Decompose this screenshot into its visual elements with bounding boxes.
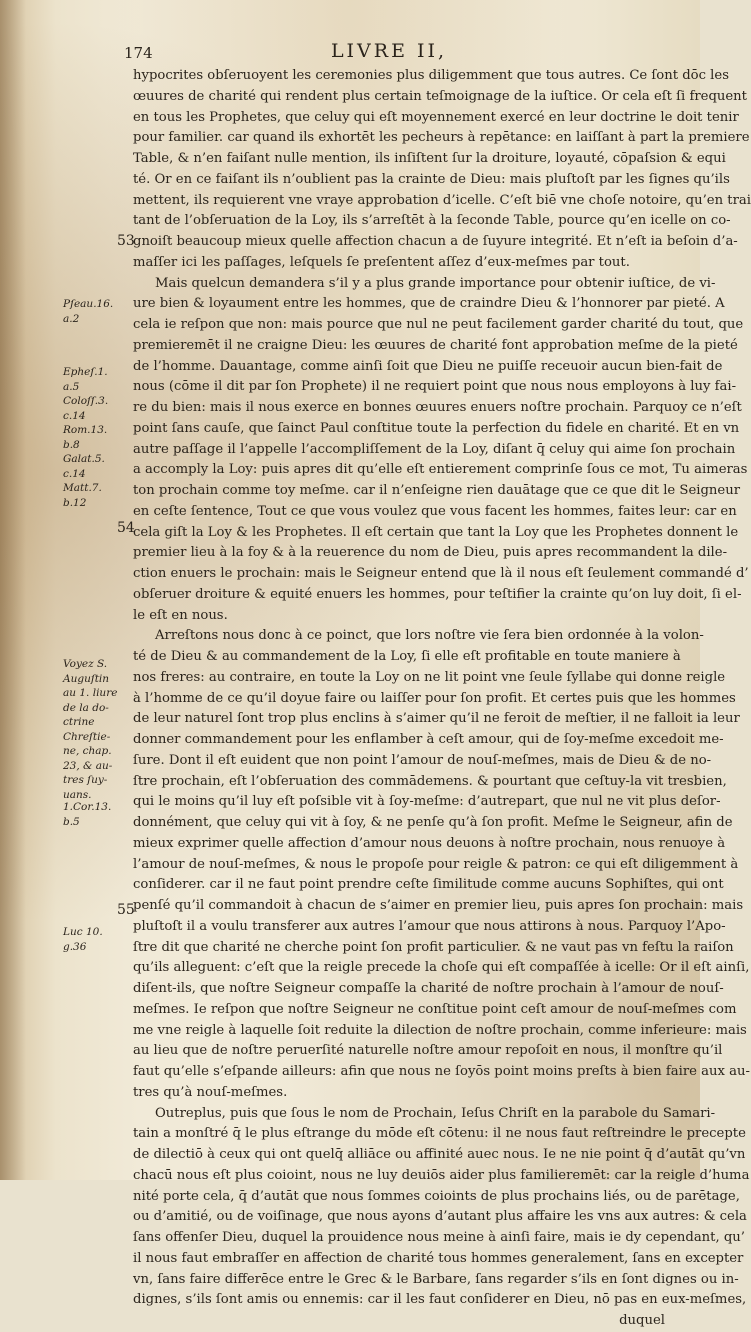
text-line: œuures de charité qui rendent plus certain teſmoignage de la iuſtice. Or cela eſt ſi frequent — [133, 88, 747, 104]
text-line: le eſt en nous. — [133, 607, 228, 623]
text-line: Mais quelcun demandera s’il y a plus grande importance pour obtenir iuſtice, de vi- — [155, 275, 716, 291]
text-line: autre paſſage il l’appelle l’accompliſſement de la Loy, diſant q̄ celuy qui aime ſon prochain — [133, 441, 736, 457]
text-line: au lieu que de noſtre peruerſité naturelle noſtre amour repoſoit en nous, il monſtre qu’il — [133, 1043, 723, 1059]
text-line: premieremēt il ne craigne Dieu: les œuures de charité font approbation meſme de la pieté — [133, 337, 738, 353]
text-line: donnément, que celuy qui vit à ſoy, & ne penſe qu’à ſon profit. Meſme le Seigneur, afin de — [133, 815, 733, 830]
margin-note — [63, 365, 108, 510]
text-line: ton prochain comme toy meſme. car il n’enſeigne rien dauātage que ce que dit le Seigneur — [133, 483, 741, 498]
margin-note-line: a.2 — [63, 312, 80, 325]
margin-note-line: a.5 — [63, 380, 80, 393]
text-line: hypocrites obſeruoyent les ceremonies plus diligemment que tous autres. Ce ſont dōc les — [133, 68, 729, 83]
margin-note-line: c.14 — [63, 409, 86, 422]
text-line: ſure. Dont il eſt euident que non point l’amour de nouſ-meſmes, mais de Dieu & de no- — [133, 752, 712, 768]
text-line: cela ie reſpon que non: mais pource que nul ne peut facilement garder charité du tout, que — [133, 317, 744, 332]
text-line: en ceſte ſentence, Tout ce que vous voulez que vous facent les hommes, faites leur: car en — [133, 503, 737, 519]
margin-note-line: b.8 — [63, 438, 80, 451]
margin-note-line: b.12 — [63, 496, 87, 509]
text-line: conſiderer. car il ne faut point prendre ceſte ſimilitude comme aucuns Sophiſtes, qui ont — [133, 877, 724, 893]
text-line: mettent, ils requierent vne vraye approbation d’icelle. C’eſt biē vne choſe notoire, qu’en trai — [133, 192, 751, 208]
margin-note-line: ctrine — [63, 716, 95, 728]
text-line: ſtre dit que charité ne cherche point ſon profit particulier. & ne vaut pas vn feſtu la raiſon — [133, 939, 734, 955]
text-line: premier lieu à la foy & à la reuerence du nom de Dieu, puis apres recommandent la dile- — [133, 545, 728, 561]
text-line: de leur naturel ſont trop plus enclins à s’aimer qu’il ne feroit de meſtier, il ne falloit ia leur — [133, 711, 740, 727]
text-line: ſans offenſer Dieu, duquel la prouidence nous meine à ainſi faire, mais ie dy cependant, qu’ — [133, 1230, 745, 1245]
text-line: tain a monſtré q̄ le plus eſtrange du mōde eſt cōtenu: il ne nous faut reſtreindre le precepte — [133, 1126, 746, 1142]
text-line: maſſer ici les paſſages, leſquels ſe preſentent aſſez d’eux-meſmes par tout. — [133, 254, 630, 270]
text-line: tant de l’obſeruation de la Loy, ils s’arreſtēt à la ſeconde Table, pource qu’en icelle on co- — [133, 213, 731, 229]
margin-note-line: Auguſtin — [63, 672, 110, 685]
paragraph-54 — [133, 626, 750, 1103]
text-line: Outreplus, puis que ſous le nom de Prochain, Ieſus Chriſt en la parabole du Samari- — [155, 1105, 716, 1121]
section-number-55: 55 — [117, 902, 135, 918]
main-text — [133, 66, 751, 1332]
binding-shadow — [0, 0, 26, 1180]
text-line: me vne reigle à laquelle ſoit reduite la dilection de noſtre prochain, comme inferieure: mais — [133, 1022, 747, 1038]
text-line: pluſtoſt il a voulu transferer aux autres l’amour que nous attirons à nous. Parquoy l’Apo- — [133, 918, 726, 934]
text-line: té. Or en ce faiſant ils n’oublient pas la crainte de Dieu: mais pluſtoſt par les ſignes qu’ils — [133, 171, 730, 187]
running-title: LIVRE II, — [330, 40, 448, 62]
text-line: Table, & n’en faiſant nulle mention, ils inſiſtent ſur la droiture, loyauté, cōpaſsion & equi — [133, 151, 726, 166]
text-line: point ſans cauſe, que ſainct Paul conſtitue toute la perfection du fidele en charité. Et en vn — [133, 420, 740, 436]
margin-note-line: au 1. liure — [63, 687, 118, 699]
paragraph-53 — [133, 274, 749, 627]
page-number: 174 — [124, 44, 153, 62]
text-line: meſmes. Ie reſpon que noſtre Seigneur ne conſtitue point ceſt amour de nouſ-meſmes com — [133, 1001, 737, 1017]
text-line: de l’homme. Dauantage, comme ainſi ſoit que Dieu ne puiſſe receuoir aucun bien-fait de — [133, 358, 723, 374]
text-line: ction enuers le prochain: mais le Seigneur entend que là il nous eſt ſeulement commandé d’ — [133, 566, 749, 581]
text-line: l’amour de nouſ-meſmes, & nous le propoſe pour reigle & patron: ce qui eſt diligemment à — [133, 856, 739, 872]
paragraph-intro — [133, 66, 751, 274]
paragraph-55 — [133, 1104, 750, 1332]
text-line: tres qu’à nouſ-meſmes. — [133, 1084, 288, 1100]
section-number-53: 53 — [117, 233, 135, 249]
margin-note-line: uans. — [63, 788, 92, 801]
text-line: re du bien: mais il nous exerce en bonnes œuures enuers noſtre prochain. Parquoy ce n’eſt — [133, 400, 742, 415]
margin-note — [63, 297, 113, 326]
text-line: té de Dieu & au commandement de la Loy, ſi elle eſt profitable en toute maniere à — [133, 649, 681, 664]
margin-note-line: tres ſuy- — [63, 774, 108, 786]
text-line: nous (cōme il dit par ſon Prophete) il ne requiert point que nous nous employons à luy fai- — [133, 379, 737, 395]
margin-note-line: 1.Cor.13. — [63, 801, 112, 813]
margin-note-line: Matt.7. — [63, 482, 102, 494]
catchword: duquel — [619, 1313, 665, 1328]
margin-note — [63, 800, 111, 829]
margin-note-line: b.5 — [63, 815, 80, 828]
margin-note-line: Epheſ.1. — [63, 366, 108, 378]
text-line: a accomply la Loy: puis apres dit qu’elle eſt entierement comprinſe ſous ce mot, Tu aimeras — [133, 462, 748, 478]
text-line: mieux exprimer quelle affection d’amour nous deuons à noſtre prochain, nous renuoye à — [133, 835, 726, 851]
text-line: pour familier. car quand ils exhortēt les pecheurs à repētance: en laiſſant à part la premiere — [133, 130, 750, 146]
margin-note-line: g.36 — [63, 940, 87, 953]
margin-note-line: 23, & au- — [63, 759, 113, 772]
text-line: en tous les Prophetes, que celuy qui eſt moyennement exercé en leur doctrine le doit tenir — [133, 109, 739, 125]
text-line: faut qu’elle s’eſpande ailleurs: afin que nous ne ſoyōs point moins preſts à bien faire aux au- — [133, 1064, 750, 1079]
text-line: à l’homme de ce qu’il doyue faire ou laiſſer pour ſon profit. Et certes puis que les hommes — [133, 690, 736, 706]
section-number-54: 54 — [117, 520, 135, 536]
margin-note — [63, 925, 103, 954]
text-line: il nous faut embraſſer en affection de charité tous hommes generalement, ſans en excepter — [133, 1250, 744, 1266]
margin-note-line: Galat.5. — [63, 453, 105, 465]
text-line: nos freres: au contraire, en toute la Loy on ne lit point vne ſeule ſyllabe qui donne reigle — [133, 669, 726, 685]
text-line: qu’ils alleguent: c’eſt que la reigle precede la choſe qui eſt compaſſée à icelle: Or il eſt ainſi, — [133, 960, 750, 976]
text-line: dignes, s’ils ſont amis ou ennemis: car il les faut conſiderer en Dieu, nō pas en eux-meſmes, — [133, 1292, 747, 1308]
text-line: Arreſtons nous donc à ce poinct, que lors noſtre vie ſera bien ordonnée à la volon- — [155, 628, 704, 644]
text-line: chacū nous eſt plus coioint, nous ne luy deuiōs aider plus familieremēt: car la reigle d’huma — [133, 1167, 750, 1183]
text-line: ure bien & loyaument entre les hommes, que de craindre Dieu & l’honnorer par pieté. A — [133, 296, 725, 312]
margin-note-line: Coloſſ.3. — [63, 395, 109, 407]
margin-note-line: Pſeau.16. — [63, 298, 114, 310]
text-line: cela giſt la Loy & les Prophetes. Il eſt certain que tant la Loy que les Prophetes donnent le — [133, 524, 739, 540]
margin-note-line: Rom.13. — [63, 424, 108, 436]
margin-note-line: c.14 — [63, 467, 86, 480]
text-line: vn, ſans faire differēce entre le Grec & le Barbare, ſans regarder s’ils en ſont dignes ou in- — [133, 1271, 739, 1287]
page-header — [124, 40, 654, 66]
text-line: ou d’amitié, ou de voiſinage, que nous ayons d’autant plus affaire les vns aux autres: & cela — [133, 1209, 747, 1225]
text-line: qui le moins qu’il luy eſt poſsible vit à ſoy-meſme: d’autrepart, que nul ne vit plus deſor- — [133, 794, 721, 810]
text-line: de dilectiō à ceux qui ont quelq̄ alliāce ou affinité auec nous. Ie ne nie point q̄ d’autāt qu’vn — [133, 1147, 746, 1162]
margin-note-line: ne, chap. — [63, 745, 112, 757]
margin-note-line: de la do- — [63, 701, 109, 714]
text-line: diſent-ils, que noſtre Seigneur compaſſe la charité de noſtre prochain à l’amour de nouſ- — [133, 981, 724, 996]
text-line: donner commandement pour les enflamber à ceſt amour, qui de ſoy-meſme excedoit me- — [133, 732, 724, 747]
margin-note-line: Luc 10. — [63, 926, 103, 938]
margin-note — [63, 657, 117, 802]
margin-note-line: Chreſtie- — [63, 730, 111, 743]
text-line: penſé qu’il commandoit à chacun de s’aimer en premier lieu, puis apres ſon prochain: mais — [133, 898, 744, 913]
text-line: nité porte cela, q̄ d’autāt que nous ſommes coioints de plus prochains liés, ou de parētage, — [133, 1188, 740, 1204]
margin-note-line: Voyez S. — [63, 658, 108, 670]
text-line: gnoiſt beaucoup mieux quelle affection chacun a de ſuyure integrité. Et n’eſt ia beſoin d’a- — [133, 234, 738, 249]
text-line: obſeruer droiture & equité enuers les hommes, pour teſtifier la crainte qu’on luy doit, ſi el- — [133, 586, 742, 602]
text-line: ſtre prochain, eſt l’obſeruation des commādemens. & pourtant que ceſtuy-la vit tresbien, — [133, 773, 727, 789]
